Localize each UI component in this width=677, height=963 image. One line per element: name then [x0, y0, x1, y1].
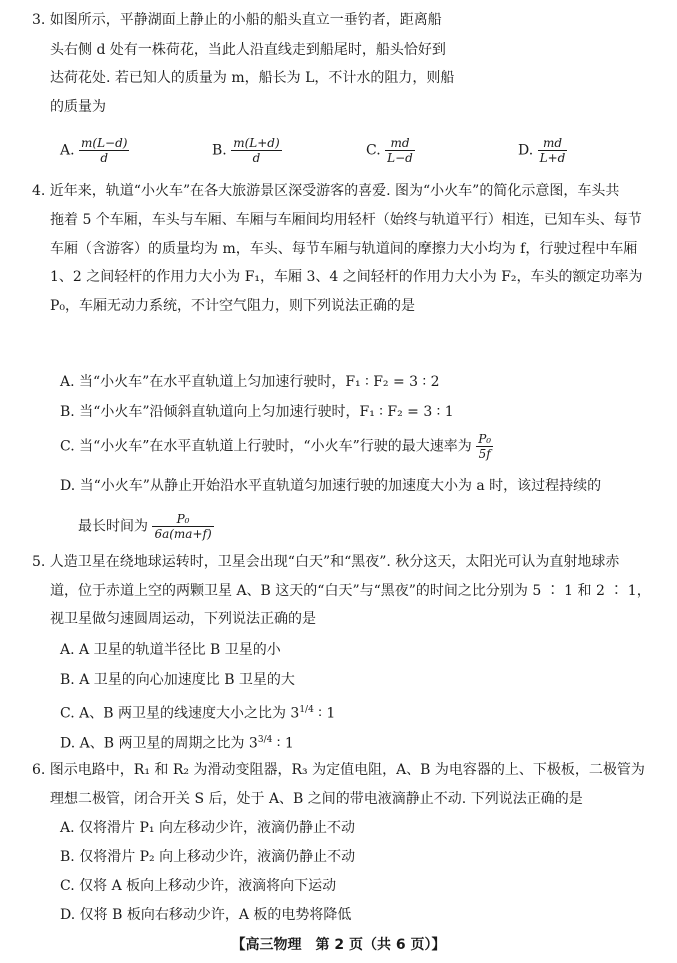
q4-line-3: 车厢（含游客）的质量均为 m，车头、每节车厢与轨道间的摩擦力大小均为 f，行驶过程中车厢 — [50, 241, 638, 257]
denominator: L+d — [539, 151, 566, 165]
q5-line-2: 道，位于赤道上空的两颗卫星 A、B 这天的“白天”与“黑夜”的时间之比分别为 5 ∶ 1 和 2 ∶ 1， — [50, 583, 651, 599]
q4-option-b: B. 当“小火车”沿倾斜直轨道向上匀加速行驶时，F₁ ∶ F₂ = 3 ∶ 1 — [60, 404, 454, 420]
q6-option-a: A. 仅将滑片 P₁ 向左移动少许，液滴仍静止不动 — [60, 820, 355, 836]
numerator: md — [385, 136, 415, 151]
q4-option-c — [60, 432, 493, 461]
denominator: d — [252, 151, 261, 165]
q3-option-c — [366, 136, 415, 165]
numerator: m(L−d) — [81, 136, 128, 150]
q3-line-4: 的质量为 — [50, 99, 106, 115]
fraction — [231, 136, 281, 165]
numerator: md — [538, 136, 568, 151]
denominator: d — [100, 151, 109, 165]
q5-line-1: 5. 人造卫星在绕地球运转时，卫星会出现“白天”和“黑夜”. 秋分这天，太阳光可认为直射地球赤 — [32, 554, 620, 570]
q5-option-d — [60, 730, 294, 754]
q4-line-5: P₀，车厢无动力系统，不计空气阻力，则下列说法正确的是 — [50, 298, 416, 314]
q3-line-2: 头右侧 d 处有一株荷花，当此人沿直线走到船尾时，船头恰好到 — [50, 42, 446, 58]
q6-line-1: 6. 图示电路中，R₁ 和 R₂ 为滑动变阻器，R₃ 为定值电阻，A、B 为电容器的上、下极板，二极管为 — [32, 762, 645, 778]
q5-option-c-text: C. A、B 两卫星的线速度大小之比为 3 — [60, 705, 300, 722]
q4-line-4: 1、2 之间轻杆的作用力大小为 F₁，车厢 3、4 之间轻杆的作用力大小为 F₂，车头的额定功率为 — [50, 269, 643, 285]
q3-option-b — [212, 136, 282, 165]
q3-option-d — [518, 136, 567, 165]
q6-option-d: D. 仅将 B 板向右移动少许，A 板的电势将降低 — [60, 907, 352, 923]
denominator: 6a(ma+f) — [154, 527, 212, 541]
q3-line-3: 达荷花处. 若已知人的质量为 m，船长为 L，不计水的阻力，则船 — [50, 70, 455, 86]
fraction — [385, 136, 415, 165]
fraction — [79, 136, 129, 165]
fraction — [538, 136, 568, 165]
q5-option-c — [60, 700, 335, 724]
q4-option-a: A. 当“小火车”在水平直轨道上匀加速行驶时，F₁ ∶ F₂ = 3 ∶ 2 — [60, 374, 440, 390]
q4-option-d-line-2 — [78, 512, 214, 541]
option-label: D. — [518, 142, 534, 159]
q3-line-1: 3. 如图所示，平静湖面上静止的小船的船头直立一垂钓者，距离船 — [32, 12, 442, 28]
q3-option-a — [60, 136, 129, 165]
denominator: 5f — [478, 447, 491, 461]
q4-option-d-text: 最长时间为 — [78, 518, 148, 535]
numerator: P₀ — [478, 432, 492, 446]
numerator: P₀ — [152, 512, 213, 527]
q5-line-3: 视卫星做匀速圆周运动，下列说法正确的是 — [50, 611, 316, 627]
q5-option-b: B. A 卫星的向心加速度比 B 卫星的大 — [60, 672, 295, 688]
q5-option-d-text: D. A、B 两卫星的周期之比为 3 — [60, 735, 258, 752]
denominator: L−d — [387, 151, 413, 165]
q4-line-1: 4. 近年来，轨道“小火车”在各大旅游景区深受游客的喜爱. 图为“小火车”的简化示意图，车头共 — [32, 183, 620, 199]
q5-option-d-tail: ∶ 1 — [272, 735, 294, 752]
exponent: 3/4 — [257, 735, 273, 745]
option-label: C. — [366, 142, 381, 159]
q6-option-c: C. 仅将 A 板向上移动少许，液滴将向下运动 — [60, 878, 337, 894]
numerator: m(L+d) — [233, 136, 280, 150]
page-footer: 【高三物理 第 2 页（共 6 页）】 — [231, 937, 446, 953]
q4-option-d-line-1: D. 当“小火车”从静止开始沿水平直轨道匀加速行驶的加速度大小为 a 时，该过程持续的 — [60, 478, 602, 494]
q4-line-2: 拖着 5 个车厢，车头与车厢、车厢与车厢间均用轻杆（始终与轨道平行）相连，已知车头、每节 — [50, 212, 642, 228]
q4-option-c-text: C. 当“小火车”在水平直轨道上行驶时，“小火车”行驶的最大速率为 — [60, 438, 472, 455]
option-label: A. — [60, 142, 75, 159]
fraction — [476, 432, 493, 461]
fraction — [152, 512, 213, 541]
q5-option-a: A. A 卫星的轨道半径比 B 卫星的小 — [60, 642, 281, 658]
exponent: 1/4 — [299, 705, 314, 715]
q5-option-c-tail: ∶ 1 — [313, 705, 336, 722]
q6-option-b: B. 仅将滑片 P₂ 向上移动少许，液滴仍静止不动 — [60, 849, 356, 865]
q6-line-2: 理想二极管，闭合开关 S 后，处于 A、B 之间的带电液滴静止不动. 下列说法正确的是 — [50, 791, 583, 807]
option-label: B. — [212, 142, 227, 159]
